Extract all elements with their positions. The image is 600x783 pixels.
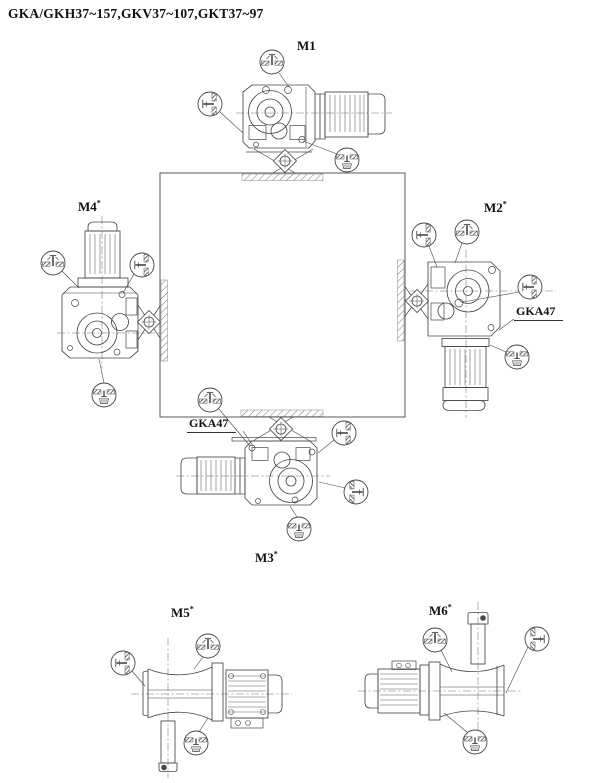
m2-output-flange <box>406 290 429 313</box>
m3-position-label: M3* <box>255 549 278 565</box>
oil-drain-plug-icon <box>287 517 311 541</box>
oil-level-plug-icon <box>525 627 549 651</box>
gka47-label-bottom: GKA47 <box>187 416 236 433</box>
floor-hatch-strip <box>241 410 323 417</box>
oil-level-plug-icon <box>518 275 542 299</box>
m1-unit-drawing <box>198 50 392 174</box>
m1-position-label: M1 <box>297 38 316 53</box>
oil-level-plug-icon <box>412 223 436 247</box>
m6-unit-drawing <box>358 602 549 754</box>
page-title: GKA/GKH37~157,GKV37~107,GKT37~97 <box>8 6 264 21</box>
oil-drain-plug-icon <box>184 731 208 755</box>
breather-plug-icon <box>423 628 447 652</box>
oil-drain-plug-icon <box>335 148 359 172</box>
oil-level-plug-icon <box>198 92 222 116</box>
oil-level-plug-icon <box>130 253 154 277</box>
breather-plug-icon <box>198 388 222 412</box>
oil-level-plug-icon <box>332 421 356 445</box>
right-wall-hatch-strip <box>398 260 405 341</box>
m5-position-label: M5* <box>171 604 194 620</box>
oil-drain-plug-icon <box>92 383 116 407</box>
m4-output-flange <box>138 311 161 334</box>
m3-output-flange <box>270 418 293 441</box>
oil-drain-plug-icon <box>463 730 487 754</box>
ceiling-hatch-strip <box>242 174 323 181</box>
breather-plug-icon <box>41 251 65 275</box>
gka47-label-right: GKA47 <box>514 304 563 321</box>
breather-plug-icon <box>260 50 284 74</box>
m4-unit-drawing <box>41 216 161 407</box>
m1-output-flange <box>274 150 297 173</box>
breather-plug-icon <box>196 634 220 658</box>
left-wall-hatch-strip <box>161 280 168 361</box>
oil-drain-plug-icon <box>505 345 529 369</box>
m6-position-label: M6* <box>429 602 452 618</box>
m4-position-label: M4* <box>78 198 101 214</box>
central-mounting-square <box>160 173 405 417</box>
breather-plug-icon <box>455 220 479 244</box>
m5-unit-drawing <box>111 634 292 778</box>
oil-level-plug-icon <box>111 651 135 675</box>
oil-level-plug-icon <box>344 480 368 504</box>
m2-position-label: M2* <box>484 199 507 215</box>
